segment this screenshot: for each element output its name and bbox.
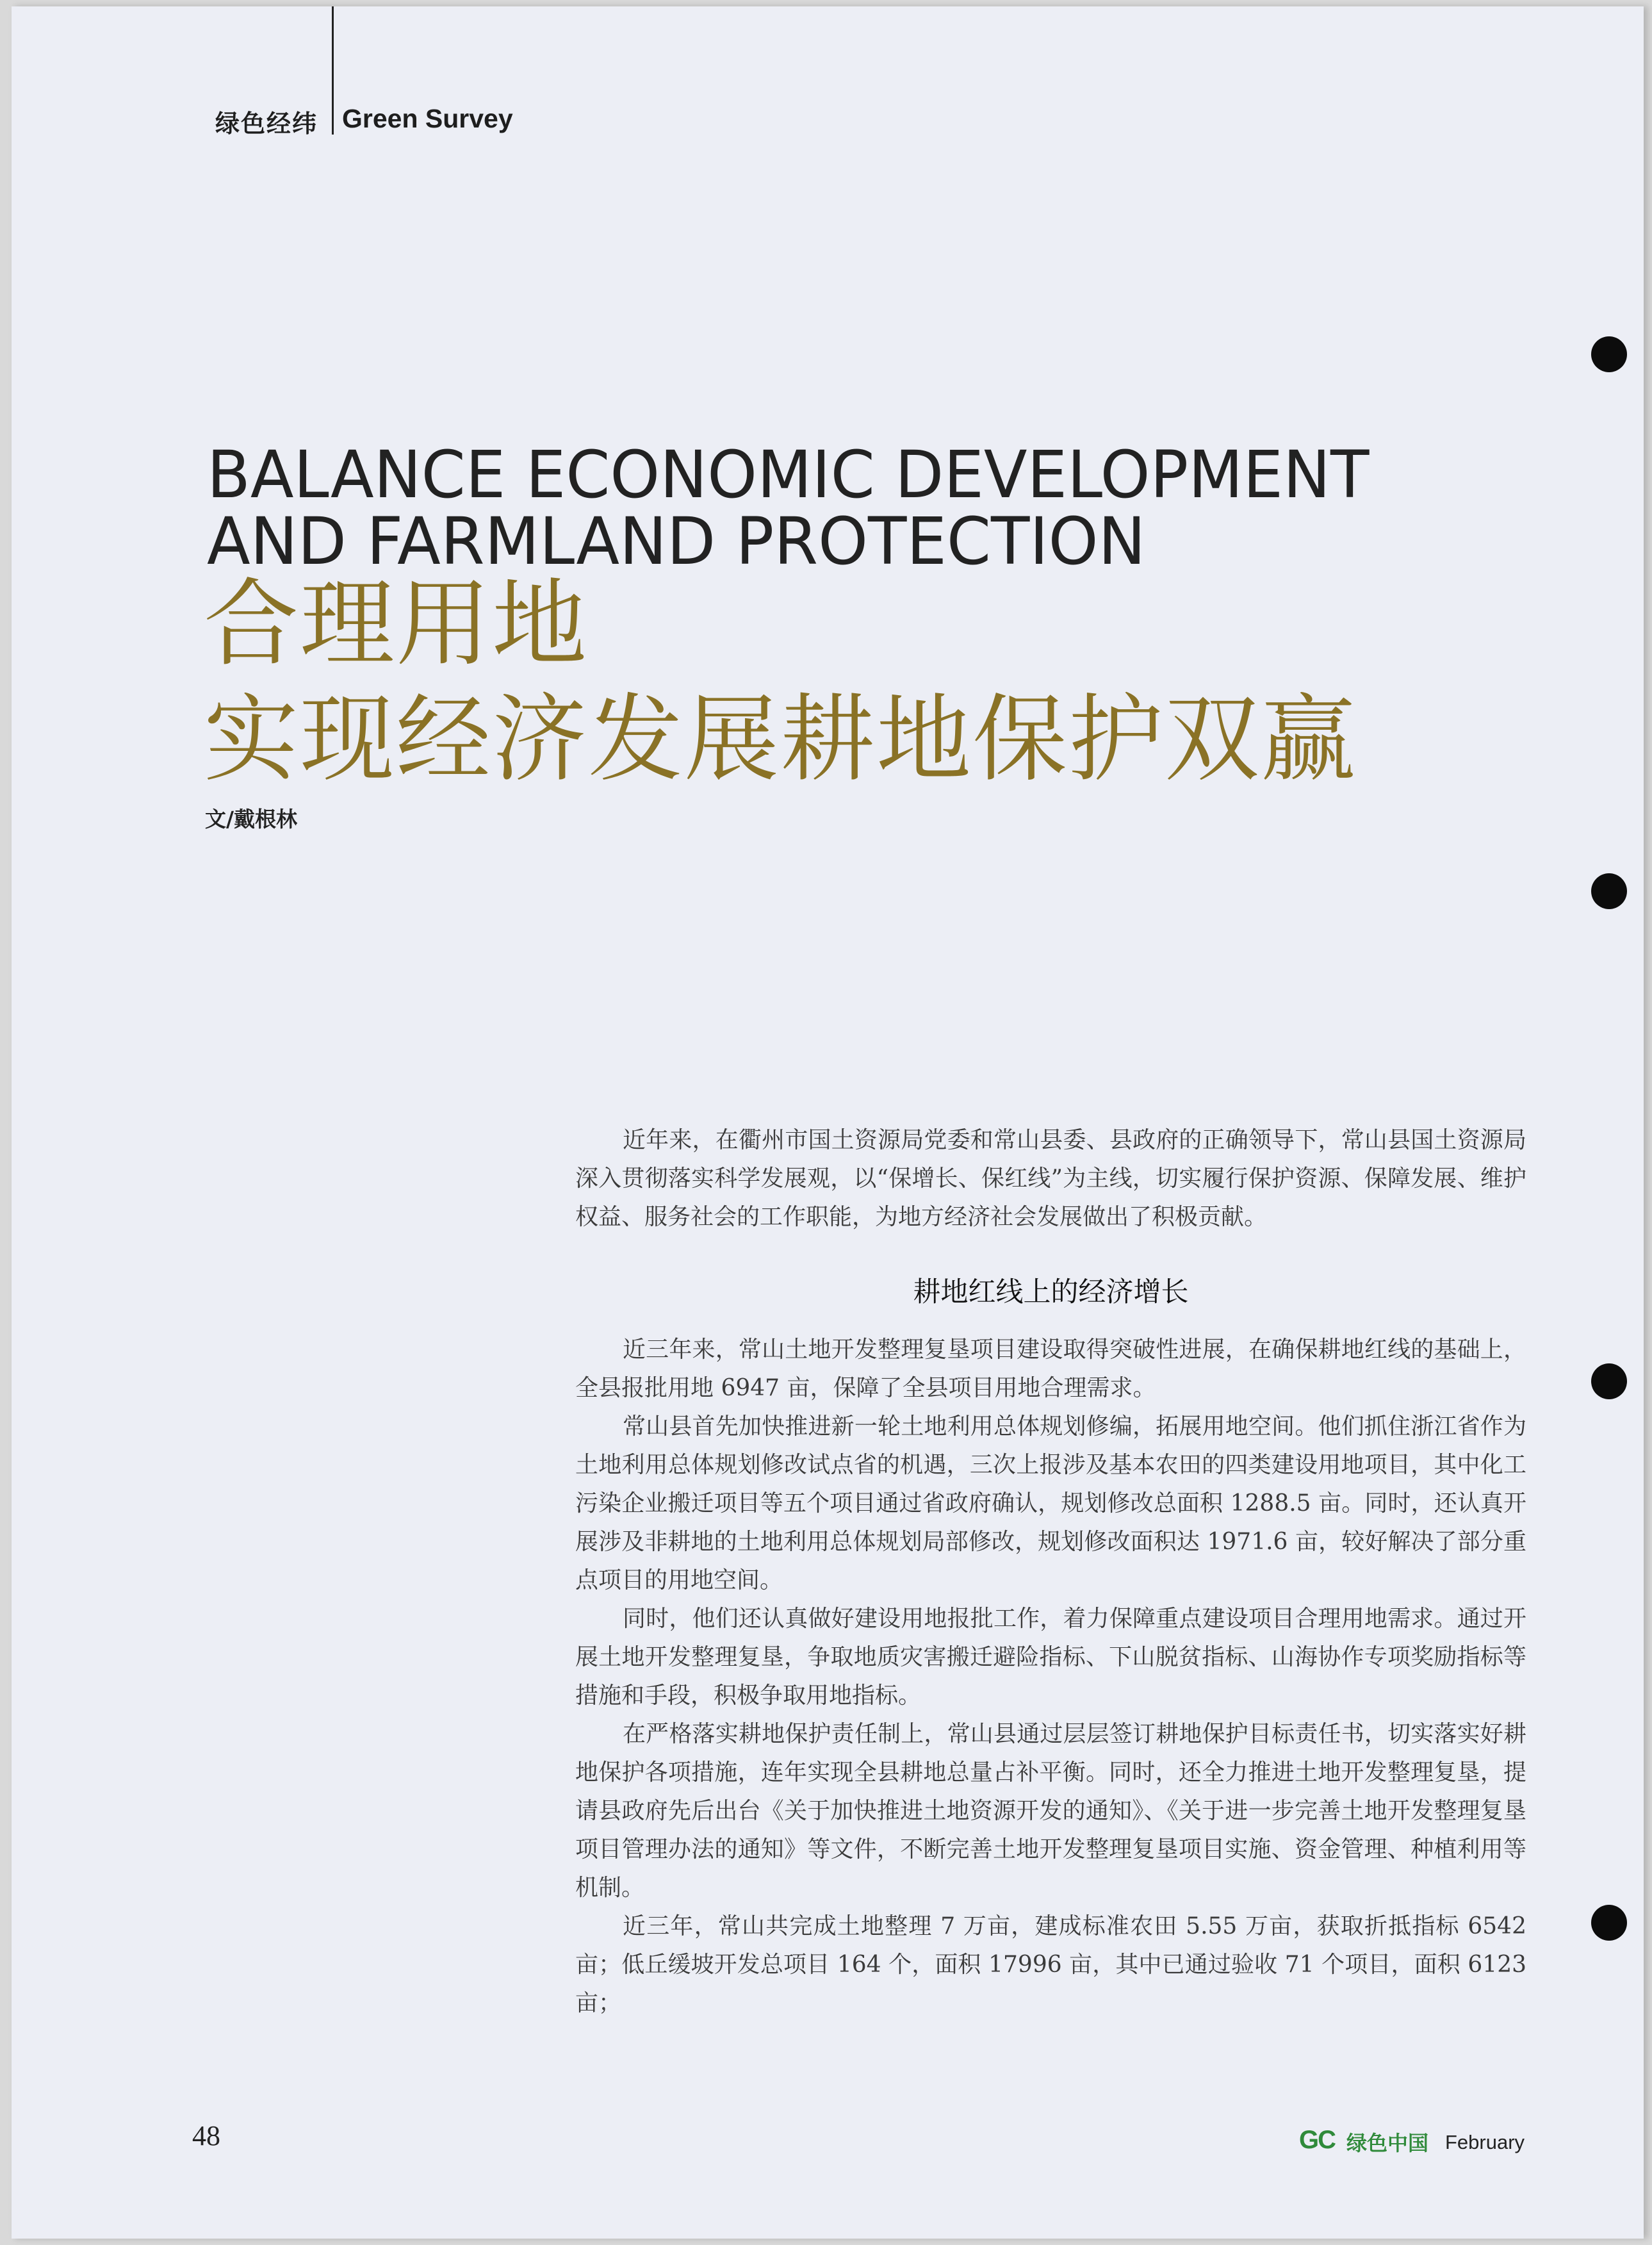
body-paragraph: 在严格落实耕地保护责任制上，常山县通过层层签订耕地保护目标责任书，切实落实好耕地保护各项措施，连年实现全县耕地总量占补平衡。同时，还全力推进土地开发整理复垦，提请县政府先后出台《关于加快推进土地资源开发的通知》、《关于进一步完善土地开发整理复垦项目管理办法的通知》等文件，不断完善土地开发整理复垦项目实施、资金管理、种植利用等机制。 (575, 1721, 1526, 1901)
article-title-cn-line-1: 合理用地 (204, 569, 588, 679)
binder-hole-icon (1591, 873, 1627, 909)
intro-paragraph (575, 1121, 1526, 1237)
article-title-en (207, 437, 1387, 580)
magazine-logo: GC (1299, 2126, 1335, 2154)
article-title-cn-line-2: 实现经济发展耕地保护双赢 (204, 684, 1357, 794)
title-en-line-2: AND FARMLAND PROTECTION (207, 504, 1146, 580)
intro-text: 近年来，在衢州市国土资源局党委和常山县委、县政府的正确领导下，常山县国土资源局深入贯彻落实科学发展观，以“保增长、保红线”为主线，切实履行保护资源、保障发展、维护权益、服务社会的工作职能，为地方经济社会发展做出了积极贡献。 (575, 1127, 1526, 1230)
section-heading: 耕地红线上的经济增长 (913, 1276, 1189, 1308)
magazine-page (12, 6, 1644, 2239)
binder-hole-icon (1591, 1363, 1627, 1399)
body-paragraph: 同时，他们还认真做好建设用地报批工作，着力保障重点建设项目合理用地需求。通过开展土地开发整理复垦，争取地质灾害搬迁避险指标、下山脱贫指标、山海协作专项奖励指标等措施和手段，积极争取用地指标。 (575, 1606, 1526, 1709)
body-paragraph: 常山县首先加快推进新一轮土地利用总体规划修编，拓展用地空间。他们抓住浙江省作为土地利用总体规划修改试点省的机遇，三次上报涉及基本农田的四类建设用地项目，其中化工污染企业搬迁项目等五个项目通过省政府确认，规划修改总面积 1288.5 亩。同时，还认真开展涉及非耕地的土地利用总体规划局部修改，规划修改面积达 1971.6 亩，较好解决了部分重点项目的用地空间。 (575, 1413, 1526, 1593)
magazine-name: 绿色中国 (1346, 2131, 1429, 2155)
body-paragraph: 近三年，常山共完成土地整理 7 万亩，建成标准农田 5.55 万亩，获取折抵指标 6542 亩；低丘缓坡开发总项目 164 个，面积 17996 亩，其中已通过验收 71 个项目，面积 6123 亩； (575, 1913, 1526, 2016)
section-label-en: Green Survey (342, 104, 513, 133)
title-en-line-1: BALANCE ECONOMIC DEVELOPMENT (207, 437, 1370, 513)
binder-hole-icon (1591, 1905, 1627, 1941)
binder-hole-icon (1591, 336, 1627, 372)
section-label-cn: 绿色经纬 (215, 110, 318, 138)
header-divider-line (332, 6, 334, 135)
author-byline: 文/戴根林 (205, 807, 298, 832)
body-paragraph: 近三年来，常山土地开发整理复垦项目建设取得突破性进展，在确保耕地红线的基础上，全县报批用地 6947 亩，保障了全县项目用地合理需求。 (575, 1336, 1526, 1401)
page-number: 48 (192, 2120, 220, 2151)
article-body (575, 1331, 1526, 2023)
issue-month: February (1445, 2131, 1525, 2153)
